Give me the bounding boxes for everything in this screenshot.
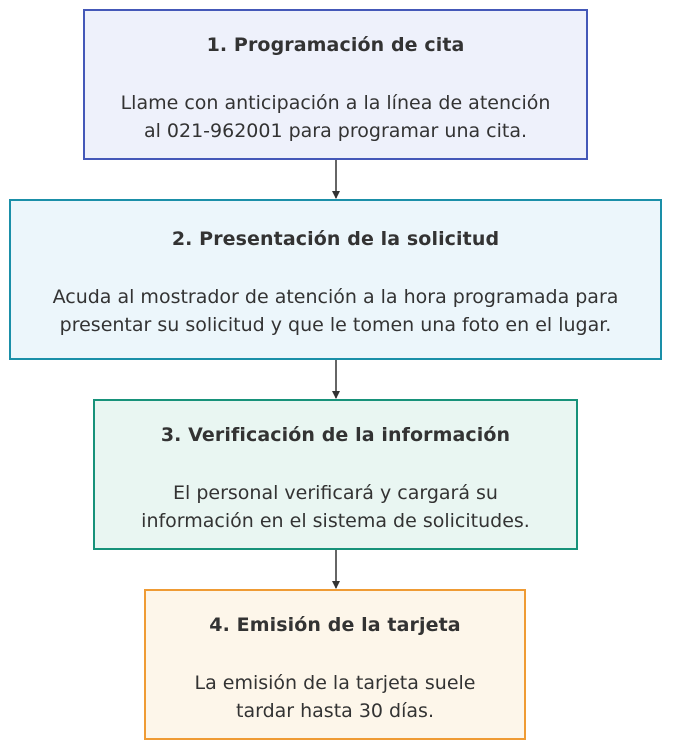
step-description: La emisión de la tarjeta suele tardar hasta 30 días. [194, 672, 476, 722]
step-title: 4. Emisión de la tarjeta [209, 614, 461, 636]
step-description: El personal verificará y cargará su información en el sistema de solicitudes. [141, 482, 530, 532]
step-description: Acuda al mostrador de atención a la hora programada para presentar su solicitud y que le tomen una foto en el lugar. [52, 286, 619, 336]
step-box-verification [93, 399, 578, 550]
step-description: Llame con anticipación a la línea de atención al 021-962001 para programar una cita. [120, 92, 551, 142]
step-title: 3. Verificación de la información [160, 424, 511, 446]
step-box-card-issuance [144, 589, 526, 740]
step-title: 1. Programación de cita [206, 34, 465, 56]
step-title: 2. Presentación de la solicitud [171, 228, 500, 250]
step-box-application [9, 199, 662, 360]
step-box-scheduling [83, 9, 588, 160]
